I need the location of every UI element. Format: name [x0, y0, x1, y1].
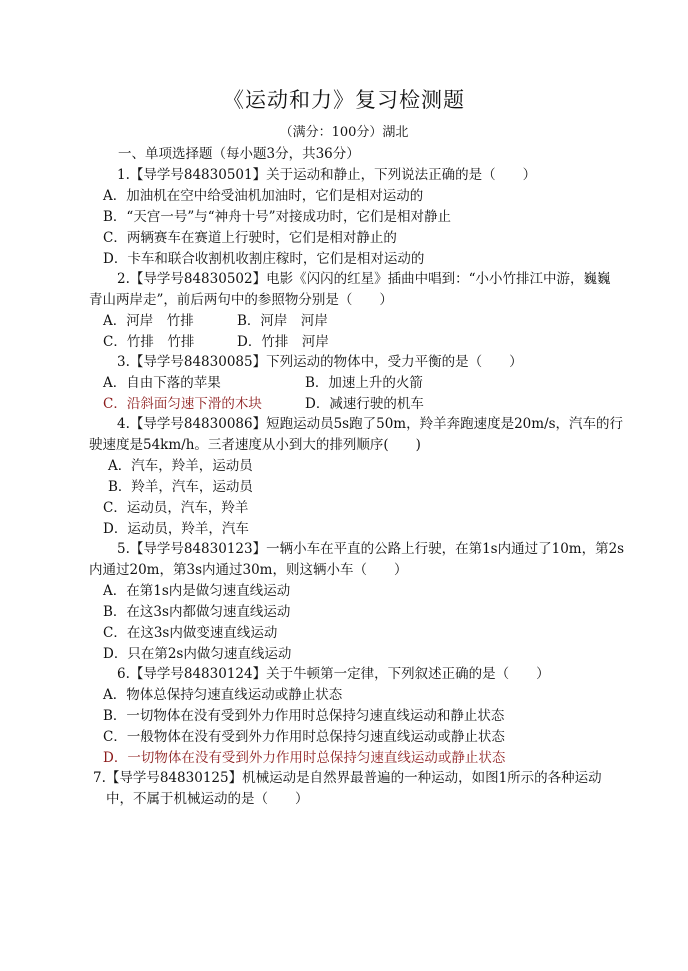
question-3-option-a: A．自由下落的苹果 [103, 375, 221, 391]
question-6-option-c: C．一般物体在没有受到外力作用时总保持匀速直线运动或静止状态 [103, 729, 505, 745]
question-1-stem: 1.【导学号84830501】关于运动和静止，下列说法正确的是（ ） [117, 167, 537, 183]
question-4-option-d: D．运动员，羚羊，汽车 [103, 521, 249, 537]
question-1-option-d: D．卡车和联合收割机收割庄稼时，它们是相对运动的 [103, 251, 425, 267]
question-2-option-a: A．河岸 竹排 [103, 313, 194, 329]
question-1-option-a: A．加油机在空中给受油机加油时，它们是相对运动的 [103, 188, 424, 204]
question-5-option-c: C．在这3s内做变速直线运动 [103, 625, 278, 641]
question-7-stem-line2: 中，不属于机械运动的是（ ） [106, 791, 309, 807]
question-3-option-b: B．加速上升的火箭 [305, 375, 423, 391]
question-2-option-b: B．河岸 河岸 [237, 313, 328, 329]
question-5-stem-line2: 内通过20m，第3s内通过30m，则这辆小车（ ） [89, 562, 408, 578]
question-7-stem-line1: 7.【导学号84830125】机械运动是自然界最普遍的一种运动，如图1所示的各种运动 [93, 770, 602, 786]
question-5-option-a: A．在第1s内是做匀速直线运动 [103, 583, 291, 599]
question-3-option-d: D．减速行驶的机车 [305, 396, 424, 412]
question-1-option-b: B．“天宫一号”与“神舟十号”对接成功时，它们是相对静止 [103, 209, 452, 225]
question-6-stem: 6.【导学号84830124】关于牛顿第一定律，下列叙述正确的是（ ） [117, 666, 550, 682]
question-1-option-c: C．两辆赛车在赛道上行驶时，它们是相对静止的 [103, 230, 397, 246]
question-2-stem-line2: 青山两岸走”，前后两句中的参照物分别是（ ） [89, 292, 393, 308]
question-5-stem-line1: 5.【导学号84830123】一辆小车在平直的公路上行驶，在第1s内通过了10m，第2s [117, 541, 625, 557]
question-4-option-b: B．羚羊，汽车，运动员 [108, 479, 253, 495]
question-4-stem-line1: 4.【导学号84830086】短跑运动员5s跑了50m，羚羊奔跑速度是20m/s，汽车的行 [117, 416, 624, 432]
question-6-option-b: B．一切物体在没有受到外力作用时总保持匀速直线运动和静止状态 [103, 708, 505, 724]
question-4-option-c: C．运动员，汽车，羚羊 [103, 500, 249, 516]
section-heading: 一、单项选择题（每小题3分，共36分） [118, 146, 360, 162]
question-3-stem: 3.【导学号84830085】下列运动的物体中，受力平衡的是（ ） [117, 354, 523, 370]
page-title: 《运动和力》复习检测题 [223, 88, 465, 112]
question-2-option-d: D．竹排 河岸 [237, 334, 329, 350]
question-2-option-c: C．竹排 竹排 [103, 334, 195, 350]
question-6-option-d: D．一切物体在没有受到外力作用时总保持匀速直线运动或静止状态 [103, 750, 506, 766]
question-6-option-a: A．物体总保持匀速直线运动或静止状态 [103, 687, 343, 703]
page-subtitle: （满分：100分）湖北 [279, 125, 409, 140]
question-5-option-b: B．在这3s内都做匀速直线运动 [103, 604, 291, 620]
question-2-stem-line1: 2.【导学号84830502】电影《闪闪的红星》插曲中唱到：“小小竹排江中游，巍巍 [117, 271, 611, 287]
question-3-option-c: C．沿斜面匀速下滑的木块 [103, 396, 262, 412]
question-4-option-a: A．汽车，羚羊，运动员 [108, 458, 253, 474]
question-5-option-d: D．只在第2s内做匀速直线运动 [103, 646, 292, 662]
question-4-stem-line2: 驶速度是54km/h。三者速度从小到大的排列顺序( ) [89, 437, 421, 453]
